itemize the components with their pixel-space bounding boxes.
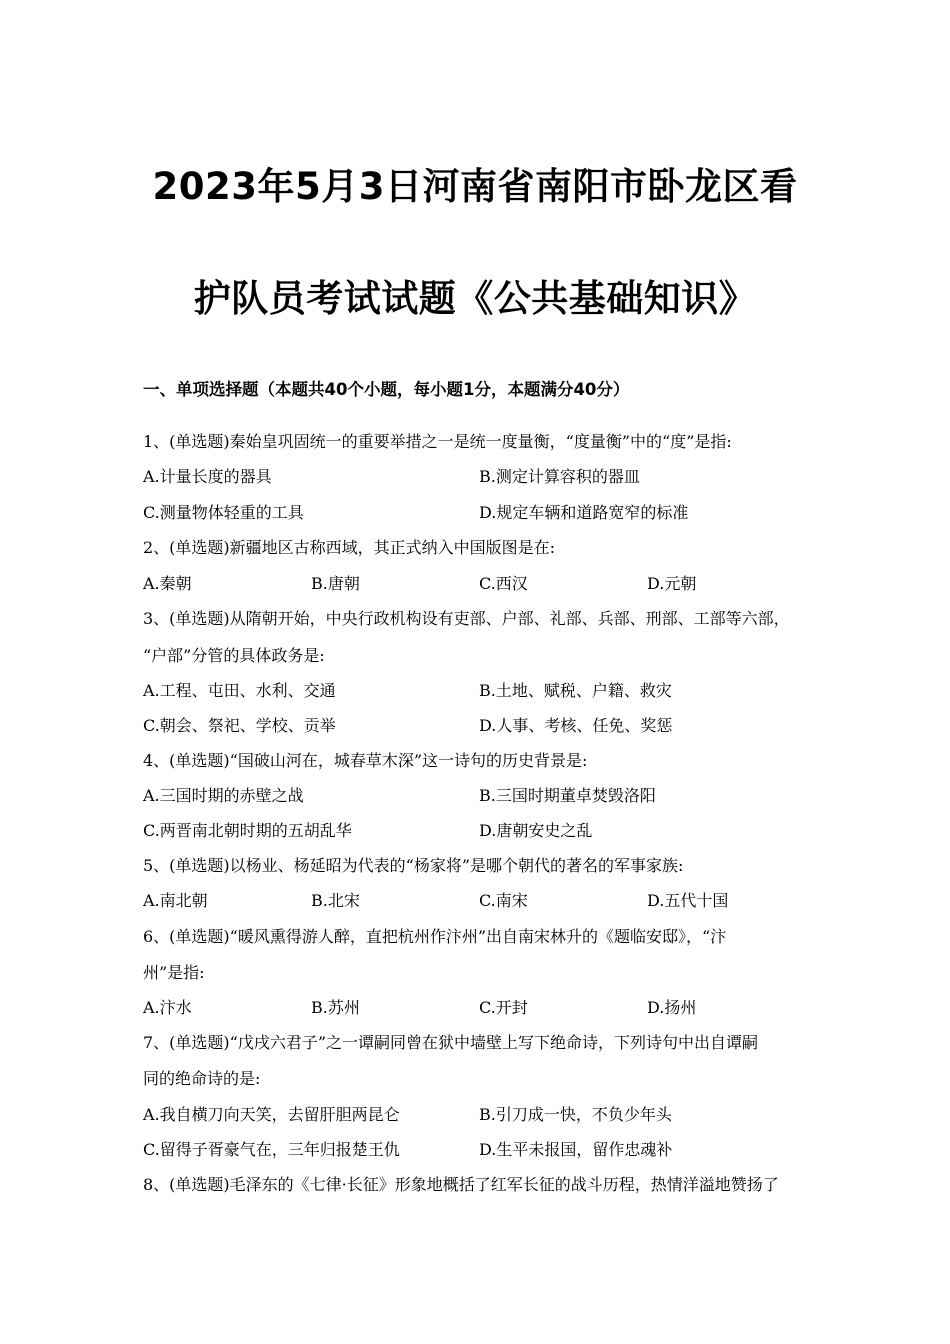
question-5-stem: 5、(单选题)以杨业、杨延昭为代表的“杨家将”是哪个朝代的著名的军事家族: [143, 856, 684, 875]
question-6-option-b: B.苏州 [311, 998, 360, 1017]
question-2-stem: 2、(单选题)新疆地区古称西域，其正式纳入中国版图是在: [143, 538, 556, 557]
question-6-stem-line-2: 州”是指: [143, 963, 205, 982]
question-3-stem-line-1: 3、(单选题)从隋朝开始，中央行政机构设有吏部、户部、礼部、兵部、刑部、工部等六部， [143, 609, 790, 628]
question-7-option-d: D.生平未报国，留作忠魂补 [479, 1140, 673, 1159]
question-7-stem-line-1: 7、(单选题)“戊戌六君子”之一谭嗣同曾在狱中墙壁上写下绝命诗，下列诗句中出自谭嗣 [143, 1033, 759, 1052]
question-7-option-b: B.引刀成一快，不负少年头 [479, 1105, 672, 1124]
question-4-stem: 4、(单选题)“国破山河在，城春草木深”这一诗句的历史背景是: [143, 751, 588, 770]
question-3-option-d: D.人事、考核、任免、奖惩 [479, 716, 673, 735]
question-3-stem-line-2: “户部”分管的具体政务是: [143, 646, 325, 665]
question-2-option-d: D.元朝 [647, 574, 697, 593]
document-title-line-2: 护队员考试试题《公共基础知识》 [193, 277, 757, 320]
question-2-option-b: B.唐朝 [311, 574, 360, 593]
question-6-option-d: D.扬州 [647, 998, 697, 1017]
question-4-option-b: B.三国时期董卓焚毁洛阳 [479, 786, 656, 805]
question-1-stem: 1、(单选题)秦始皇巩固统一的重要举措之一是统一度量衡，“度量衡”中的“度”是指: [143, 432, 732, 451]
question-5-option-b: B.北宋 [311, 891, 360, 910]
question-1-option-c: C.测量物体轻重的工具 [143, 503, 304, 522]
section-heading: 一、单项选择题（本题共40个小题，每小题1分，本题满分40分） [143, 380, 630, 399]
question-6-option-c: C.开封 [479, 998, 528, 1017]
question-2-option-a: A.秦朝 [143, 574, 192, 593]
question-5-option-c: C.南宋 [479, 891, 528, 910]
question-5-option-d: D.五代十国 [647, 891, 729, 910]
question-7-stem-line-2: 同的绝命诗的是: [143, 1069, 261, 1088]
question-4-option-d: D.唐朝安史之乱 [479, 821, 593, 840]
document-title-line-1: 2023年5月3日河南省南阳市卧龙区看 [152, 165, 798, 208]
question-7-option-c: C.留得子胥豪气在，三年归报楚王仇 [143, 1140, 400, 1159]
question-3-option-c: C.朝会、祭祀、学校、贡举 [143, 716, 336, 735]
question-3-option-b: B.土地、赋税、户籍、救灾 [479, 681, 672, 700]
question-2-option-c: C.西汉 [479, 574, 528, 593]
question-1-option-b: B.测定计算容积的器皿 [479, 467, 640, 486]
question-5-option-a: A.南北朝 [143, 891, 208, 910]
question-4-option-c: C.两晋南北朝时期的五胡乱华 [143, 821, 352, 840]
question-7-option-a: A.我自横刀向天笑，去留肝胆两昆仑 [143, 1105, 400, 1124]
question-1-option-d: D.规定车辆和道路宽窄的标准 [479, 503, 689, 522]
question-6-stem-line-1: 6、(单选题)“暖风熏得游人醉，直把杭州作汴州”出自南宋林升的《题临安邸》，“汴 [143, 927, 727, 946]
question-8-stem: 8、(单选题)毛泽东的《七律·长征》形象地概括了红军长征的战斗历程，热情洋溢地赞扬了 [143, 1175, 779, 1194]
question-1-option-a: A.计量长度的器具 [143, 467, 272, 486]
question-6-option-a: A.汴水 [143, 998, 192, 1017]
question-3-option-a: A.工程、屯田、水利、交通 [143, 681, 336, 700]
question-4-option-a: A.三国时期的赤壁之战 [143, 786, 304, 805]
